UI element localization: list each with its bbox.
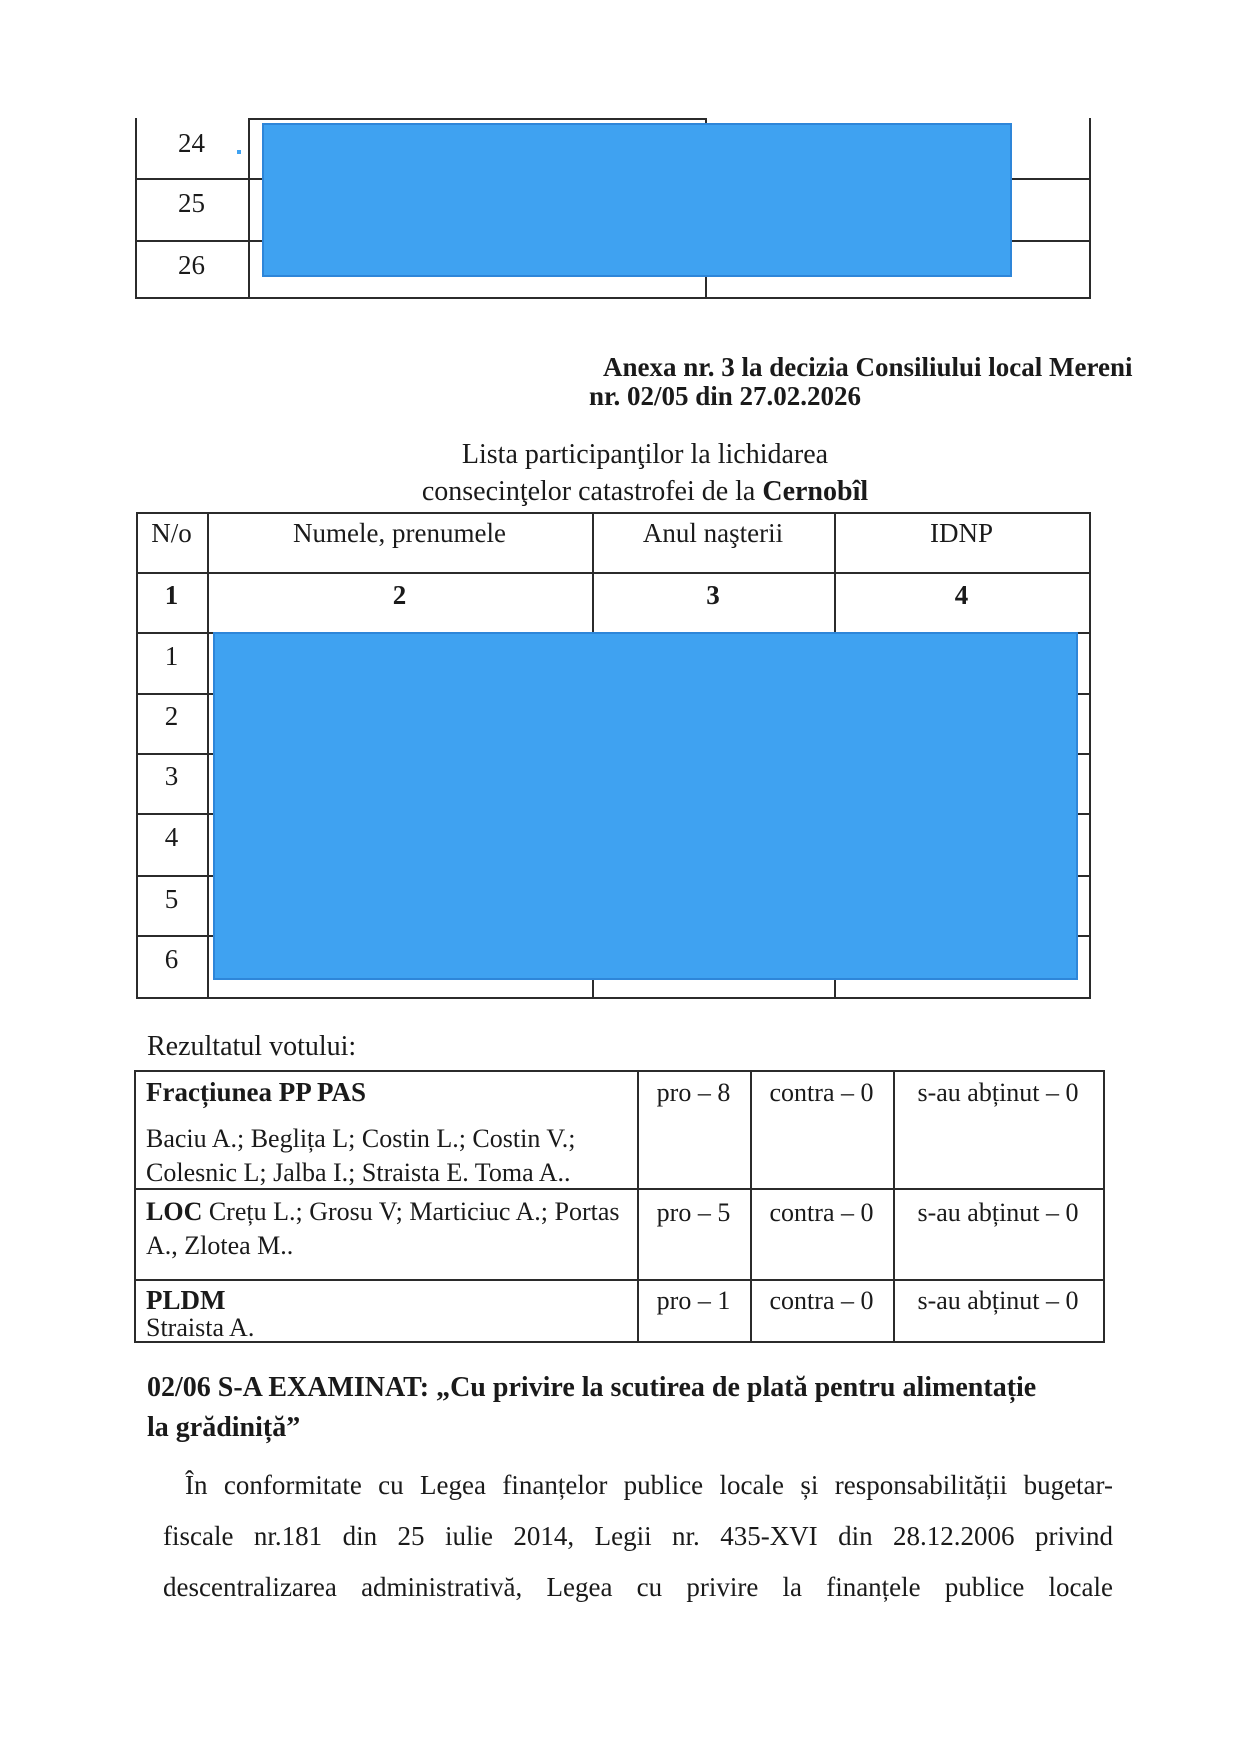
column-header-birthyear: Anul naşterii — [642, 518, 784, 548]
examined-heading-line-2: la grădiniță” — [147, 1412, 301, 1443]
row-number: 4 — [164, 822, 179, 852]
examined-heading-line-1: 02/06 S-A EXAMINAT: „Cu privire la scutirea de plată pentru alimentație — [147, 1372, 1037, 1403]
grid-line — [134, 1070, 1105, 1072]
faction-members — [146, 1197, 620, 1227]
vote-abstained: s-au abținut – 0 — [917, 1286, 1079, 1315]
column-index: 3 — [706, 580, 720, 610]
row-number: 26 — [178, 250, 205, 280]
grid-line — [134, 1279, 1105, 1281]
row-number: 3 — [164, 761, 179, 791]
annex-line-1: Anexa nr. 3 la decizia Consiliului local Mereni — [603, 352, 1133, 382]
list-title-line-2 — [160, 476, 1130, 508]
redaction-overlay — [213, 632, 1078, 980]
column-header-name: Numele, prenumele — [293, 518, 506, 548]
list-title-line-2-bold: Cernobîl — [762, 476, 869, 507]
vote-contra: contra – 0 — [769, 1198, 874, 1227]
vote-contra: contra – 0 — [769, 1078, 874, 1107]
paragraph-line: fiscale nr.181 din 25 iulie 2014, Legii nr. 435-XVI din 28.12.2006 privind — [163, 1521, 1113, 1551]
list-title-line-1: Lista participanţilor la lichidarea — [461, 439, 829, 470]
grid-line — [248, 118, 250, 299]
vote-result-title: Rezultatul votului: — [147, 1031, 357, 1062]
column-header-no: N/o — [151, 518, 192, 548]
faction-name: PLDM — [146, 1285, 226, 1315]
column-index: 4 — [954, 580, 969, 610]
grid-line — [135, 297, 1091, 299]
vote-pro: pro – 8 — [656, 1078, 731, 1107]
paragraph-line: În conformitate cu Legea finanțelor publice locale și responsabilității bugetar- — [185, 1470, 1113, 1500]
column-header-idnp: IDNP — [929, 518, 993, 548]
vote-abstained: s-au abținut – 0 — [917, 1198, 1079, 1227]
faction-members: A., Zlotea M.. — [146, 1231, 294, 1260]
scan-artifact-dot — [237, 150, 241, 154]
column-index: 1 — [164, 580, 179, 610]
faction-name: Fracțiunea PP PAS — [146, 1077, 366, 1107]
row-number: 1 — [164, 641, 179, 671]
row-number: 6 — [164, 944, 179, 974]
grid-line — [1089, 118, 1091, 299]
annex-line-2: nr. 02/05 din 27.02.2026 — [589, 381, 862, 411]
row-number: 25 — [178, 188, 205, 218]
grid-line — [1103, 1070, 1105, 1343]
grid-line — [134, 1070, 136, 1343]
faction-members-inline: Crețu L.; Grosu V; Marticiuc A.; Portas — [202, 1197, 620, 1226]
faction-members: Straista A. — [146, 1313, 255, 1342]
vote-pro: pro – 5 — [656, 1198, 731, 1227]
grid-line — [136, 512, 1091, 514]
list-title-line-2-normal: consecinţelor catastrofei de la — [421, 476, 763, 507]
paragraph-line: descentralizarea administrativă, Legea cu privire la finanțele publice locale — [163, 1572, 1113, 1602]
vote-pro: pro – 1 — [656, 1286, 731, 1315]
faction-members: Baciu A.; Beglița L; Costin L.; Costin V.; — [146, 1124, 576, 1153]
vote-contra: contra – 0 — [769, 1286, 874, 1315]
redaction-overlay — [262, 123, 1012, 277]
grid-line — [134, 1188, 1105, 1190]
grid-line — [136, 997, 1091, 999]
grid-line — [136, 572, 1091, 574]
faction-members: Colesnic L; Jalba I.; Straista E. Toma A.. — [146, 1158, 571, 1187]
row-number: 24 — [178, 128, 205, 158]
grid-line — [1089, 512, 1091, 999]
row-number: 5 — [164, 884, 179, 914]
vote-abstained: s-au abținut – 0 — [917, 1078, 1079, 1107]
grid-line — [248, 118, 707, 120]
grid-line — [134, 1341, 1105, 1343]
column-index: 2 — [392, 580, 407, 610]
row-number: 2 — [164, 701, 179, 731]
faction-name: LOC — [146, 1197, 203, 1226]
